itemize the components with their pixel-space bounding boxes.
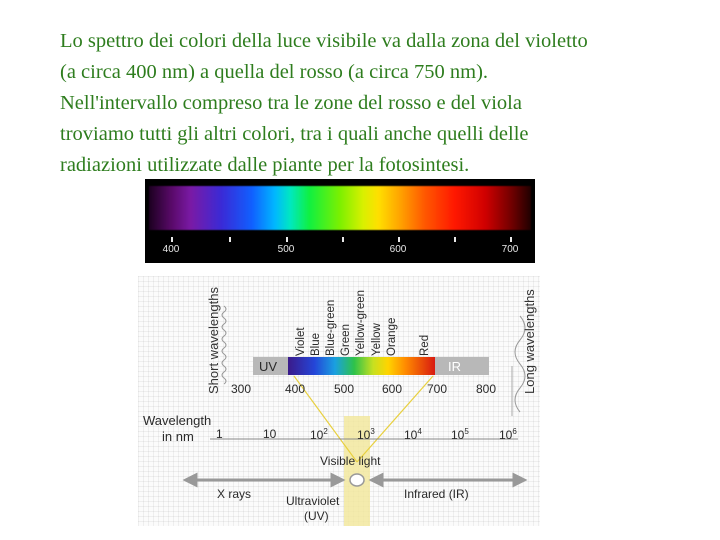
spectrum-tick (510, 237, 512, 242)
intro-paragraph (60, 26, 700, 181)
visible-band (288, 357, 435, 375)
log-10: 10 (263, 427, 277, 441)
spectrum-tick (342, 237, 344, 242)
spectrum-tick (454, 237, 456, 242)
spectrum-label-700: 700 (501, 244, 519, 255)
scale-600: 600 (382, 382, 403, 396)
wavelength-label: Wavelength (143, 413, 212, 428)
color-red: Red (419, 334, 431, 356)
spectrum-tick (229, 237, 231, 242)
color-yellow-green: Yellow-green (355, 289, 367, 356)
ultraviolet-label: Ultraviolet (286, 494, 340, 508)
infrared-label: Infrared (IR) (404, 487, 469, 501)
color-violet: Violet (295, 327, 307, 356)
log-10-6: $10^6$ (499, 427, 517, 442)
color-yellow: Yellow (371, 323, 383, 356)
in-nm-label: in nm (162, 429, 194, 444)
paragraph-line-3: Nell'intervallo compreso tra le zone del rosso e del viola (60, 92, 522, 114)
spectrum-tick (171, 237, 173, 242)
log-1: 1 (216, 427, 223, 441)
log-10-2: $10^2$ (310, 427, 328, 442)
ir-label: IR (448, 359, 461, 374)
spectrum-tick (398, 237, 400, 242)
uv-paren-label: (UV) (304, 509, 329, 523)
color-green: Green (340, 324, 352, 356)
paragraph-line-5: radiazioni utilizzate dalle piante per la fotosintesi. (60, 154, 470, 176)
scale-400: 400 (285, 382, 306, 396)
color-orange: Orange (386, 317, 398, 356)
color-blue: Blue (310, 332, 322, 356)
paragraph-line-1: Lo spettro dei colori della luce visibile va dalla zona del violetto (60, 30, 588, 52)
diagram-graphics (138, 276, 540, 526)
scale-500: 500 (334, 382, 355, 396)
uv-label: UV (259, 359, 278, 374)
x-rays-label: X rays (217, 487, 252, 501)
spectrum-label-400: 400 (162, 244, 180, 255)
electromagnetic-spectrum-diagram (138, 276, 540, 526)
color-blue-green: Blue-green (325, 299, 337, 356)
scale-800: 800 (476, 382, 497, 396)
spectrum-tick (286, 237, 288, 242)
scale-700: 700 (427, 382, 448, 396)
paragraph-line-4: troviamo tutti gli altri colori, tra i quali anche quelli delle (60, 123, 529, 145)
wavy-line-short (222, 306, 226, 384)
log-10-3: $10^3$ (357, 427, 375, 442)
scale-300: 300 (231, 382, 252, 396)
paragraph-line-2: (a circa 400 nm) a quella del rosso (a circa 750 nm). (60, 61, 489, 83)
log-10-4: $10^4$ (404, 427, 422, 442)
spectrum-label-500: 500 (277, 244, 295, 255)
spectrum-band (149, 186, 531, 230)
long-wavelengths-label: Long wavelengths (522, 289, 537, 394)
visible-light-label: Visible light (320, 454, 381, 468)
visible-light-marker (350, 474, 364, 486)
visible-spectrum-image (145, 179, 535, 263)
short-wavelengths-label: Short wavelengths (206, 287, 221, 394)
log-10-5: $10^5$ (451, 427, 469, 442)
spectrum-label-600: 600 (389, 244, 407, 255)
